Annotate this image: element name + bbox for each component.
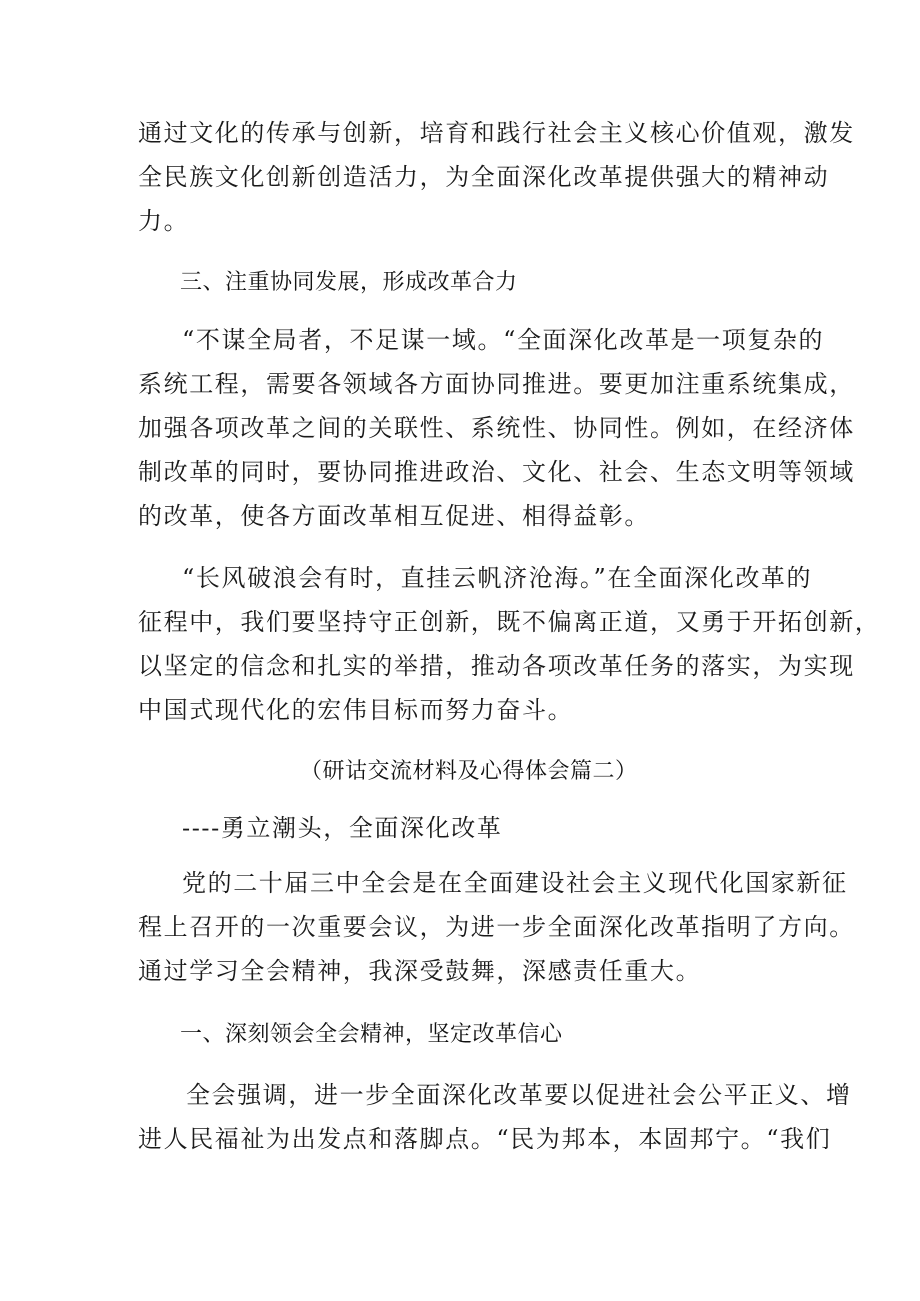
part-subtitle: ----勇立潮头，全面深化改革	[182, 814, 503, 842]
paragraph-line: 通过学习全会精神，我深受鼓舞，深感责任重大。	[138, 957, 702, 985]
paragraph-line: 全会强调，进一步全面深化改革要以促进社会公平正义、增	[186, 1081, 852, 1109]
paragraph-line: 通过文化的传承与创新，培育和践行社会主义核心价值观，激发	[138, 119, 855, 147]
section-heading: 一、深刻领会全会精神，坚定改革信心	[180, 1022, 563, 1047]
paragraph-line: 的改革，使各方面改革相互促进、相得益彰。	[138, 502, 650, 530]
paragraph-line: “长风破浪会有时，直挂云帆济沧海。”在全面深化改革的	[182, 564, 813, 592]
paragraph-line: 制改革的同时，要协同推进政治、文化、社会、生态文明等领域	[138, 458, 855, 486]
paragraph-line: 系统工程，需要各领域各方面协同推进。要更加注重系统集成，	[138, 370, 855, 398]
paragraph-line: 进人民福祉为出发点和落脚点。“民为邦本，本固邦宁。“我们	[138, 1125, 832, 1153]
part-title: （研诂交流材料及心得体会篇二）	[300, 759, 638, 784]
paragraph-line: 程上召开的一次重要会议，为进一步全面深化改革指明了方向。	[138, 913, 855, 941]
paragraph-line: 加强各项改革之间的关联性、系统性、协同性。例如，在经济体	[138, 414, 855, 442]
paragraph-line: 力。	[138, 207, 190, 235]
paragraph-line: 中国式现代化的宏伟目标而努力奋斗。	[138, 696, 574, 724]
paragraph-line: 以坚定的信念和扎实的举措，推动各项改革任务的落实，为实现	[138, 652, 855, 680]
section-heading: 三、注重协同发展，形成改革合力	[180, 270, 518, 295]
paragraph-line: “不谋全局者，不足谋一域。“全面深化改革是一项复杂的	[182, 326, 825, 354]
paragraph-line: 全民族文化创新创造活力，为全面深化改革提供强大的精神动	[138, 163, 830, 191]
paragraph-line: 党的二十届三中全会是在全面建设社会主义现代化国家新征	[182, 869, 848, 897]
paragraph-line: 征程中，我们要坚持守正创新，既不偏离正道，又勇于开拓创新，	[138, 608, 881, 636]
